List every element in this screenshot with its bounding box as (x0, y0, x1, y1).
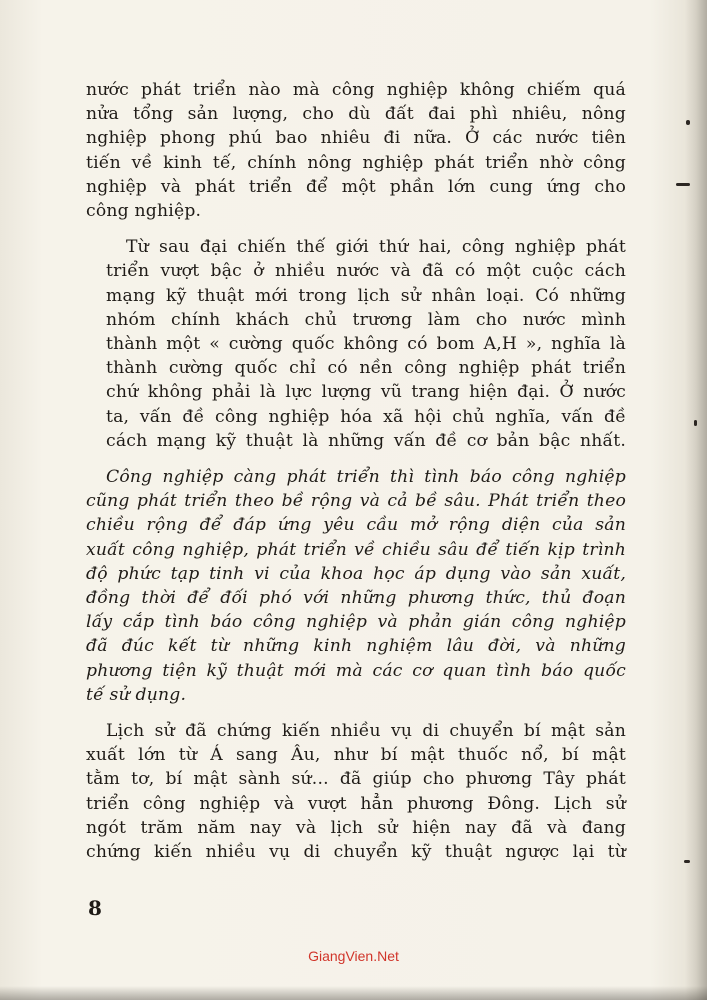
text-line: chiều rộng để đáp ứng yêu cầu mở rộng diện của sản (86, 515, 626, 536)
text-line: nước phát triển nào mà công nghiệp không chiếm quá (86, 80, 626, 100)
text-line: xuất lớn từ Á sang Âu, như bí mật thuốc nổ, bí mật (86, 745, 626, 766)
ink-speck (686, 120, 690, 125)
text-line: Lịch sử đã chứng kiến nhiều vụ di chuyển bí mật sản (106, 721, 626, 742)
ink-speck (684, 860, 690, 863)
text-line: tiến về kinh tế, chính nông nghiệp phát triển nhờ công (86, 152, 626, 173)
text-line: công nghiệp. (86, 201, 202, 222)
text-line: chứ không phải là lực lượng vũ trang hiện đại. Ở nước (106, 382, 626, 403)
text-line: xuất công nghiệp, phát triển về chiều sâu để tiến kịp trình (86, 539, 626, 560)
page-edge-shadow (685, 0, 707, 1000)
text-line: đồng thời để đối phó với những phương thức, thủ đoạn (86, 588, 626, 609)
text-line: phương tiện kỹ thuật mới mà các cơ quan tình báo quốc (86, 660, 626, 681)
text-line: nghiệp và phát triển để một phần lớn cung ứng cho (86, 176, 626, 197)
watermark-text: GiangVien.Net (308, 948, 399, 964)
text-line: ngót trăm năm nay và lịch sử hiện nay đã và đang (86, 817, 626, 838)
text-line: mạng kỹ thuật mới trong lịch sử nhân loại. Có những (106, 285, 626, 306)
text-line: nửa tổng sản lượng, cho dù đất đai phì nhiêu, nông (86, 104, 626, 125)
text-line: cách mạng kỹ thuật là những vấn đề cơ bản bậc nhất. (106, 430, 626, 451)
page-bottom-shadow (0, 986, 707, 1000)
text-line: triển vượt bậc ở nhiều nước và đã có một cuộc cách (106, 261, 626, 282)
text-line: triển công nghiệp và vượt hẳn phương Đông. Lịch sử (86, 793, 626, 814)
text-line: nhóm chính khách chủ trương làm cho nước mình (106, 309, 626, 330)
text-line: nghiệp phong phú bao nhiêu đi nữa. Ở các nước tiên (86, 128, 626, 149)
ink-speck (694, 420, 697, 426)
text-line: độ phức tạp tinh vi của khoa học áp dụng vào sản xuất, (86, 563, 626, 584)
text-line: Công nghiệp càng phát triển thì tình báo công nghiệp (106, 467, 626, 488)
ink-speck (676, 183, 690, 186)
text-line: chứng kiến nhiều vụ di chuyển kỹ thuật ngược lại từ (86, 842, 626, 863)
paragraph-3-italic (86, 465, 626, 707)
text-line: tằm tơ, bí mật sành sứ... đã giúp cho phương Tây phát (86, 769, 626, 790)
text-line: thành cường quốc chỉ có nền công nghiệp phát triển (106, 358, 626, 379)
page-number: 8 (88, 896, 102, 920)
text-line: ta, vấn đề công nghiệp hóa xã hội chủ nghĩa, vấn đề (106, 406, 626, 427)
body-text (86, 78, 626, 864)
text-line: cũng phát triển theo bề rộng và cả bề sâu. Phát triển theo (86, 491, 626, 512)
text-line: đã đúc kết từ những kinh nghiệm lâu đời, và những (86, 636, 626, 657)
paragraph-2 (86, 235, 626, 453)
text-line: lấy cắp tình báo công nghiệp và phản gián công nghiệp (86, 612, 626, 633)
paragraph-1 (86, 78, 626, 223)
text-line: Từ sau đại chiến thế giới thứ hai, công nghiệp phát (126, 237, 626, 258)
text-line: tế sử dụng. (86, 684, 187, 705)
text-line: thành một « cường quốc không có bom A,H », nghĩa là (106, 334, 626, 355)
paragraph-4 (86, 719, 626, 864)
